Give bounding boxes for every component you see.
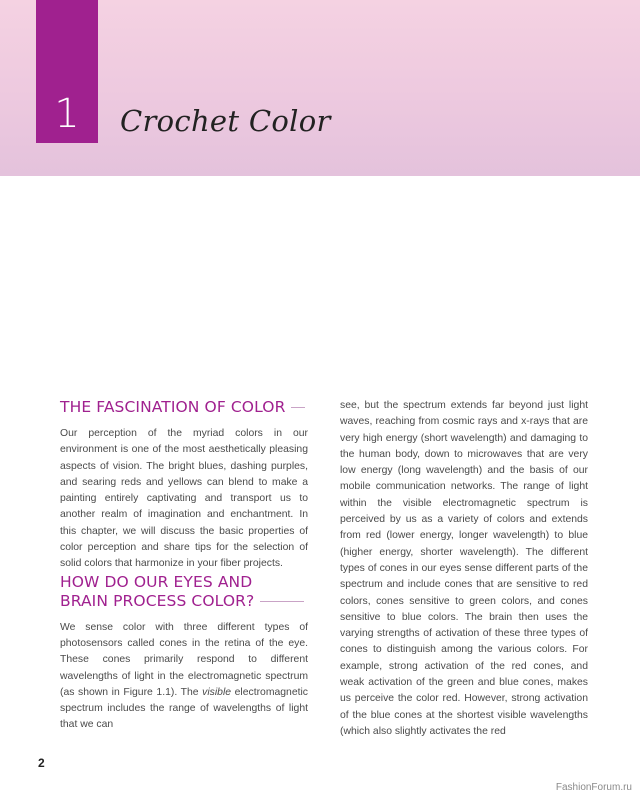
chapter-number-box: [36, 0, 98, 143]
section-heading-fascination: [60, 398, 308, 417]
section-heading-eyes: [60, 573, 308, 611]
section-heading-line-1: HOW DO OUR EYES AND: [60, 572, 253, 591]
paragraph-spectrum: see, but the spectrum extends far beyond just light waves, reaching from cosmic rays and x-rays that are very high energy (short wavelength) and damaging to the human body, down to microwaves that are very low energy (long wavelength) and the basis of our mobile communication networks. The range of light within the visible electromagnetic spectrum is perceived by us as a variety of colors and extends from red (lower energy, longer wavelength) to blue (higher energy, shorter wavelength). The different types of cones in our eyes sense different parts of the spectrum and include cones that are sensitive to red colors, cones sensitive to green colors, and cones sensitive to blue colors. The brain then uses the varying strengths of activation of these three types of cones to distinguish among the various colors. For example, strong activation of the red cones, and weak activation of the green and blue cones, makes us perceive the color red. However, strong activation of the blue cones at the shortest visible wavelengths (which also slightly activates the red: [340, 400, 588, 737]
paragraph-eyes-emphasis: visible: [202, 686, 232, 698]
page-number: 2: [38, 756, 45, 770]
section-heading-text: THE FASCINATION OF COLOR: [60, 398, 286, 416]
paragraph-eyes: [60, 620, 308, 734]
paragraph-fascination: Our perception of the myriad colors in our environment is one of the most aesthetically pleasing aspects of vision. The bright blues, dashing purples, and searing reds and yellows can blend to make a painting entirely captivating and transport us to another realm of imagination and enchantment. In this chapter, we will discuss the basic properties of color perception and share tips for the selection of solid colors that harmonize in your fiber projects.: [60, 428, 308, 570]
heading-rule: [260, 601, 304, 602]
left-column: [60, 398, 308, 734]
paragraph-eyes-part-2: electromagnetic spectrum includes the range of wavelengths of light that we can: [60, 686, 308, 731]
heading-rule: [291, 407, 305, 408]
watermark: FashionForum.ru: [555, 782, 632, 793]
section-heading-line-2: BRAIN PROCESS COLOR?: [60, 591, 255, 610]
paragraph-eyes-part-1: We sense color with three different types of photosensors called cones in the retina of the eye. These cones primarily respond to different wavelengths of light in the electromagnetic spectrum (as shown in Figure 1.1). The: [60, 621, 308, 698]
chapter-title: Crochet Color: [120, 104, 331, 138]
chapter-number: 1: [54, 91, 80, 137]
right-column: [340, 398, 588, 740]
